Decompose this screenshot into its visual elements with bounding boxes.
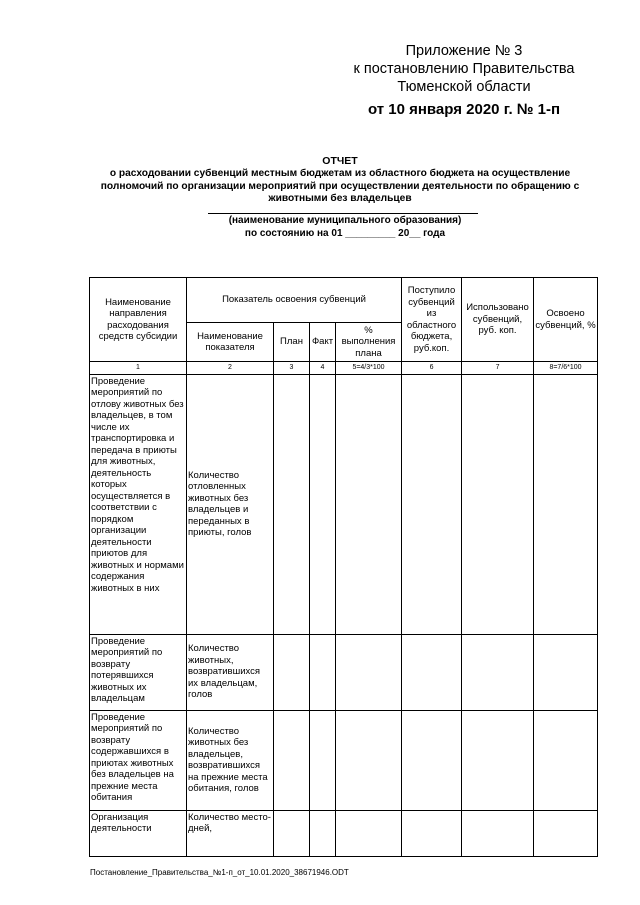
header-mastered: Освоено субвенций, %: [534, 278, 598, 362]
municipality-block: [180, 215, 510, 240]
header-received: Поступило субвенций из областного бюджета, руб.коп.: [402, 278, 462, 362]
footer-filename: Постановление_Правительства_№1-п_от_10.01.2020_38671946.ODT: [90, 868, 349, 877]
cell-used: [462, 810, 534, 856]
report-title: ОТЧЕТ: [322, 155, 358, 167]
table-row: [90, 634, 598, 710]
header-indicator-name: Наименование показателя: [187, 323, 274, 362]
col-number: 2: [187, 362, 274, 375]
cell-plan: [274, 634, 310, 710]
appendix-line-3: Тюменской области: [397, 79, 531, 95]
cell-received: [402, 710, 462, 810]
cell-fact: [310, 374, 336, 634]
cell-received: [402, 374, 462, 634]
row-indicator: Количество место-дней,: [187, 810, 274, 856]
cell-pct: [336, 810, 402, 856]
col-number: 4: [310, 362, 336, 375]
cell-mastered: [534, 710, 598, 810]
row-indicator: Количество животных без владельцев, возвратившихся на прежние места обитания, голов: [187, 710, 274, 810]
table-row: [90, 710, 598, 810]
column-numbers-row: [90, 362, 598, 375]
date-label: по состоянию на 01 _________ 20__ года: [244, 227, 446, 239]
cell-fact: [310, 810, 336, 856]
table-row: [90, 810, 598, 856]
cell-fact: [310, 634, 336, 710]
row-indicator: Количество отловленных животных без владельцев и переданных в приюты, голов: [187, 374, 274, 634]
row-direction: Проведение мероприятий по отлову животных без владельцев, в том числе их транспортировка и передача в приюты для животных, деятельность которых осуществляется в соответствии с порядком организации деятельности приютов для животных и нормами содержания животных в них: [90, 374, 187, 634]
header-direction: Наименование направления расходования средств субсидии: [90, 278, 187, 362]
cell-pct: [336, 634, 402, 710]
cell-mastered: [534, 810, 598, 856]
row-indicator: Количество животных, возвратившихся их владельцам, голов: [187, 634, 274, 710]
col-number: 1: [90, 362, 187, 375]
report-subtitle: о расходовании субвенций местным бюджетам из областного бюджета на осуществление полномочий по организации мероприятий при осуществлении деятельности по обращению с животными без владельцев: [100, 168, 580, 204]
cell-used: [462, 374, 534, 634]
col-number: 5=4/3*100: [336, 362, 402, 375]
row-direction: Проведение мероприятий по возврату потерявшихся животных их владельцам: [90, 634, 187, 710]
cell-used: [462, 710, 534, 810]
row-direction: Организация деятельности: [90, 810, 187, 856]
header-fact: Факт: [310, 323, 336, 362]
header-pct-plan: % выполнения плана: [336, 323, 402, 362]
cell-pct: [336, 710, 402, 810]
cell-used: [462, 634, 534, 710]
appendix-block: [334, 42, 594, 119]
cell-received: [402, 810, 462, 856]
cell-plan: [274, 374, 310, 634]
cell-received: [402, 634, 462, 710]
appendix-line-1: Приложение № 3: [405, 43, 523, 59]
row-direction: Проведение мероприятий по возврату содержавшихся в приютах животных без владельцев на прежние места обитания: [90, 710, 187, 810]
municipality-label: (наименование муниципального образования): [228, 215, 462, 226]
cell-plan: [274, 710, 310, 810]
col-number: 7: [462, 362, 534, 375]
col-number: 3: [274, 362, 310, 375]
header-used: Использовано субвенций, руб. коп.: [462, 278, 534, 362]
header-plan: План: [274, 323, 310, 362]
cell-fact: [310, 710, 336, 810]
cell-plan: [274, 810, 310, 856]
table-row: [90, 374, 598, 634]
cell-mastered: [534, 634, 598, 710]
cell-mastered: [534, 374, 598, 634]
report-table: [89, 277, 598, 857]
header-indicator-group: Показатель освоения субвенций: [187, 278, 402, 323]
appendix-line-2: к постановлению Правительства: [353, 61, 575, 77]
municipality-fill-line: [208, 213, 478, 214]
cell-pct: [336, 374, 402, 634]
appendix-date: от 10 января 2020 г. № 1-п: [367, 101, 561, 118]
header-row-1: [90, 278, 598, 323]
col-number: 6: [402, 362, 462, 375]
col-number: 8=7/6*100: [534, 362, 598, 375]
